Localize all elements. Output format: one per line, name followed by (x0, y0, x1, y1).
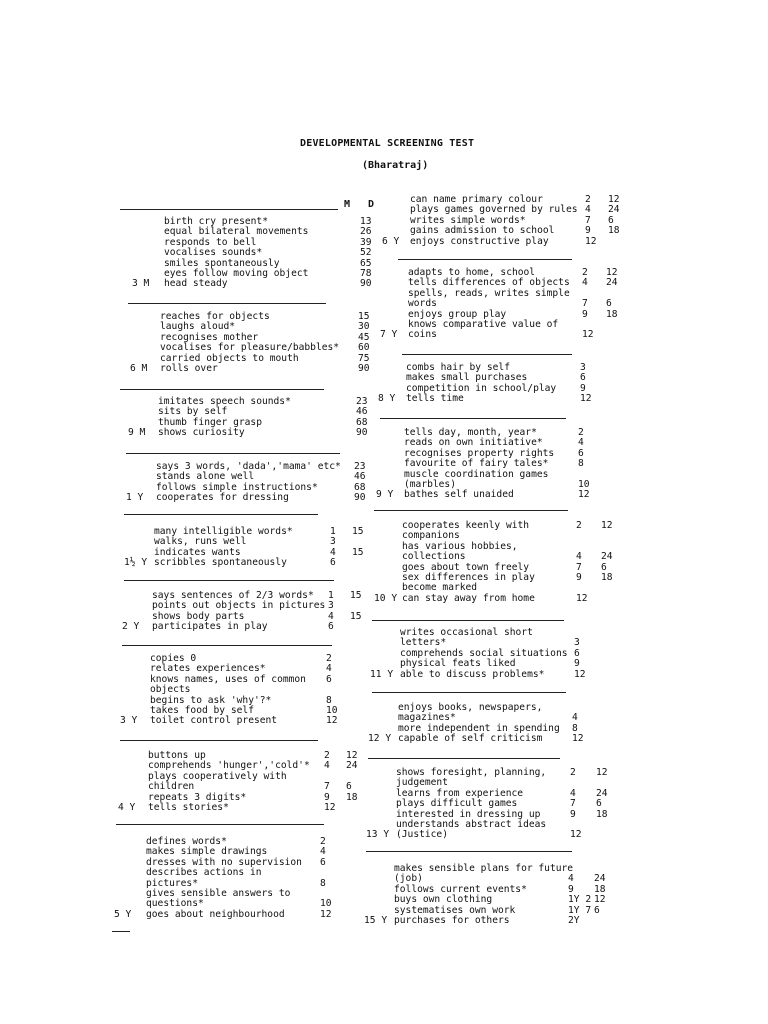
milestone-value-m: 39 (360, 236, 372, 248)
milestone-value-d: 6 (606, 298, 612, 310)
milestone-text: plays games governed by rules (410, 204, 578, 216)
column-header-m: M (344, 199, 351, 210)
milestone-text: takes food by self (150, 705, 254, 716)
milestone-text: walks, runs well (154, 536, 247, 548)
milestone-text: plays cooperatively with (148, 770, 287, 782)
milestone-text: collections (402, 551, 466, 563)
milestone-text: judgement (396, 777, 448, 789)
milestone-text: imitates speech sounds* (158, 396, 291, 407)
milestone-value-m: 12 (570, 829, 582, 841)
milestone-value-d: 6 (608, 214, 614, 226)
milestone-value-m: 9 (580, 382, 586, 394)
milestone-value-m: 23 (354, 461, 366, 472)
milestone-text: reads on own initiative* (404, 437, 543, 449)
age-label: 3 Y (120, 715, 138, 727)
milestone-value-m: 4 (585, 204, 591, 216)
milestone-value-d: 18 (594, 883, 606, 895)
age-label: 1½ Y (124, 557, 148, 569)
milestone-text: competition in school/play (406, 382, 557, 394)
milestone-text: objects (150, 684, 191, 696)
milestone-text: letters* (400, 637, 447, 649)
milestone-text: favourite of fairy tales* (404, 458, 549, 470)
milestone-text: words (408, 298, 437, 310)
milestone-text: carried objects to mouth (160, 352, 299, 364)
milestone-value-m: 4 (572, 712, 578, 724)
age-label: 11 Y (370, 668, 394, 680)
milestone-value-d: 15 (350, 610, 362, 622)
milestone-value-m: 6 (580, 372, 586, 384)
milestone-text: spells, reads, writes simple (408, 287, 570, 299)
milestone-text: shows curiosity (158, 427, 245, 439)
age-label: 15 Y (364, 915, 388, 926)
milestone-value-m: 90 (360, 278, 372, 290)
milestone-value-m: 3 (574, 637, 580, 649)
milestone-value-m: 1Y 2 (568, 894, 592, 906)
milestone-text: makes small purchases (406, 372, 528, 384)
age-label: 6 Y (382, 235, 400, 247)
milestone-value-m: 7 (324, 781, 330, 793)
milestone-value-d: 6 (596, 798, 602, 810)
milestone-text: thumb finger grasp (158, 416, 262, 428)
document-title: DEVELOPMENTAL SCREENING TEST (300, 138, 475, 149)
age-label: 1 Y (126, 492, 144, 504)
milestone-text: can stay away from home (402, 592, 535, 604)
milestone-value-d: 12 (346, 750, 358, 761)
milestone-text: goes about town freely (402, 561, 530, 573)
milestone-text: has various hobbies, (402, 540, 518, 552)
milestone-value-m: 46 (354, 471, 366, 483)
age-label: 5 Y (114, 908, 132, 920)
milestone-value-m: 2 (326, 653, 332, 664)
section-divider (398, 259, 572, 260)
milestone-value-m: 6 (578, 447, 584, 459)
milestone-value-m: 9 (574, 658, 580, 670)
milestone-text: dresses with no supervision (146, 856, 302, 868)
milestone-text: writes simple words* (410, 214, 526, 226)
milestone-value-m: 12 (320, 908, 332, 920)
milestone-value-m: 78 (360, 268, 372, 279)
milestone-text: begins to ask 'why'?* (150, 694, 272, 706)
milestone-value-m: 60 (358, 342, 370, 354)
age-label: 8 Y (378, 393, 396, 405)
milestone-text: rolls over (160, 363, 218, 374)
milestone-text: (marbles) (404, 479, 456, 490)
milestone-text: enjoys group play (408, 308, 507, 320)
section-divider (372, 620, 564, 621)
milestone-text: recognises property rights (404, 447, 555, 459)
milestone-text: head steady (164, 278, 228, 290)
milestone-text: understands abstract ideas (396, 819, 547, 830)
milestone-text: plays difficult games (396, 798, 518, 810)
milestone-value-m: 1 (330, 526, 336, 537)
milestone-value-m: 9 (582, 308, 588, 320)
milestone-value-d: 24 (346, 760, 358, 772)
milestone-value-m: 4 (320, 846, 326, 858)
milestone-text: companions (402, 530, 460, 542)
age-label: 9 Y (376, 489, 394, 501)
page-edge-rule (112, 931, 130, 932)
section-divider (126, 453, 340, 454)
milestone-text: laughs aloud* (160, 321, 236, 333)
milestone-value-d: 24 (594, 873, 606, 885)
milestone-value-m: 52 (360, 247, 372, 259)
milestone-text: stands alone well (156, 471, 255, 483)
milestone-value-m: 6 (328, 621, 334, 633)
milestone-value-m: 3 (580, 362, 586, 373)
milestone-value-m: 2 (578, 427, 584, 438)
milestone-text: questions* (146, 898, 204, 910)
milestone-text: physical feats liked (400, 658, 516, 670)
section-divider (372, 692, 566, 693)
milestone-value-m: 6 (320, 856, 326, 868)
milestone-value-m: 7 (585, 214, 591, 226)
milestone-value-m: 7 (582, 298, 588, 310)
milestone-text: tells day, month, year* (404, 427, 537, 438)
milestone-value-m: 13 (360, 216, 372, 227)
milestone-value-m: 4 (578, 437, 584, 449)
age-label: 7 Y (380, 329, 398, 341)
milestone-value-m: 3 (330, 536, 336, 548)
milestone-value-d: 24 (601, 551, 613, 563)
age-label: 4 Y (118, 802, 136, 813)
milestone-text: birth cry present* (164, 216, 268, 227)
age-label: 2 Y (122, 621, 140, 633)
milestone-value-d: 18 (601, 572, 613, 583)
milestone-text: vocalises for pleasure/babbles* (160, 342, 340, 354)
milestone-value-m: 75 (358, 352, 370, 364)
milestone-value-m: 68 (356, 416, 368, 428)
milestone-value-d: 18 (606, 308, 618, 320)
section-divider (380, 418, 566, 419)
milestone-value-m: 9 (570, 808, 576, 820)
milestone-value-m: 12 (572, 733, 584, 745)
milestone-value-m: 26 (360, 226, 372, 238)
milestone-text: tells differences of objects (408, 277, 570, 289)
milestone-value-d: 24 (608, 204, 620, 216)
milestone-text: shows foresight, planning, (396, 767, 547, 778)
milestone-value-m: 12 (585, 235, 597, 247)
milestone-value-m: 8 (320, 877, 326, 889)
milestone-text: writes occasional short (400, 627, 533, 638)
milestone-value-d: 12 (594, 894, 606, 906)
milestone-value-m: 6 (330, 557, 336, 569)
milestone-text: magazines* (398, 712, 456, 724)
milestone-value-d: 15 (352, 546, 364, 558)
milestone-value-m: 6 (326, 673, 332, 685)
milestone-value-m: 12 (580, 393, 592, 405)
milestone-text: follows simple instructions* (156, 481, 318, 493)
milestone-value-m: 8 (326, 694, 332, 706)
milestone-value-m: 1Y 7 (568, 904, 592, 916)
age-label: 12 Y (368, 733, 392, 745)
milestone-value-m: 4 (576, 551, 582, 563)
milestone-text: enjoys constructive play (410, 235, 549, 247)
milestone-value-d: 15 (352, 526, 364, 537)
milestone-value-m: 10 (578, 479, 590, 490)
milestone-text: comprehends social situations (400, 647, 568, 659)
milestone-value-m: 9 (324, 791, 330, 803)
milestone-text: (job) (394, 873, 423, 885)
milestone-value-d: 12 (606, 267, 618, 278)
milestone-value-m: 7 (576, 561, 582, 573)
milestone-value-m: 12 (324, 802, 336, 813)
milestone-value-m: 4 (326, 663, 332, 675)
milestone-value-m: 46 (356, 406, 368, 418)
milestone-text: (Justice) (396, 829, 448, 841)
milestone-text: shows body parts (152, 610, 245, 622)
section-divider (402, 354, 572, 355)
milestone-value-m: 12 (326, 715, 338, 727)
milestone-text: learns from experience (396, 787, 524, 799)
milestone-text: knows comparative value of (408, 319, 559, 330)
milestone-text: systematises own work (394, 904, 516, 916)
milestone-value-m: 2 (570, 767, 576, 778)
milestone-value-m: 4 (328, 610, 334, 622)
milestone-value-d: 12 (601, 520, 613, 531)
milestone-text: interested in dressing up (396, 808, 541, 820)
milestone-value-m: 3 (328, 600, 334, 612)
milestone-value-m: 8 (572, 722, 578, 734)
milestone-text: repeats 3 digits* (148, 791, 247, 803)
milestone-text: bathes self unaided (404, 489, 514, 501)
milestone-value-m: 12 (578, 489, 590, 501)
milestone-text: gains admission to school (410, 225, 555, 237)
milestone-value-m: 7 (570, 798, 576, 810)
milestone-value-m: 12 (576, 592, 588, 604)
age-label: 13 Y (366, 829, 390, 841)
milestone-text: eyes follow moving object (164, 268, 309, 279)
milestone-value-d: 12 (608, 194, 620, 205)
milestone-value-d: 18 (596, 808, 608, 820)
milestone-text: knows names, uses of common (150, 673, 306, 685)
milestone-value-m: 4 (330, 546, 336, 558)
section-divider (116, 824, 324, 825)
milestone-text: capable of self criticism (398, 733, 543, 745)
milestone-text: indicates wants (154, 546, 241, 558)
milestone-text: buttons up (148, 750, 206, 761)
milestone-text: copies 0 (150, 653, 197, 664)
milestone-value-m: 4 (570, 787, 576, 799)
milestone-text: adapts to home, school (408, 267, 536, 278)
milestone-text: vocalises sounds* (164, 247, 263, 259)
milestone-value-m: 90 (354, 492, 366, 504)
milestone-text: pictures* (146, 877, 198, 889)
milestone-value-m: 10 (326, 705, 338, 716)
milestone-value-d: 12 (596, 767, 608, 778)
milestone-value-m: 4 (324, 760, 330, 772)
milestone-text: equal bilateral movements (164, 226, 309, 238)
milestone-value-m: 8 (578, 458, 584, 470)
milestone-value-d: 6 (594, 904, 600, 916)
milestone-value-m: 45 (358, 331, 370, 343)
milestone-text: relates experiences* (150, 663, 266, 675)
milestone-text: describes actions in (146, 867, 262, 879)
milestone-text: tells time (406, 393, 464, 405)
milestone-value-d: 18 (608, 225, 620, 237)
milestone-text: cooperates for dressing (156, 492, 289, 504)
milestone-text: buys own clothing (394, 894, 493, 906)
milestone-text: reaches for objects (160, 311, 270, 322)
milestone-value-m: 4 (568, 873, 574, 885)
milestone-value-m: 6 (574, 647, 580, 659)
milestone-text: sex differences in play (402, 572, 535, 583)
milestone-value-d: 24 (606, 277, 618, 289)
milestone-text: many intelligible words* (154, 526, 293, 537)
section-divider (128, 303, 326, 304)
milestone-text: combs hair by self (406, 362, 510, 373)
milestone-value-m: 9 (585, 225, 591, 237)
age-label: 3 M (132, 278, 150, 290)
section-divider (120, 740, 318, 741)
milestone-value-d: 15 (350, 590, 362, 601)
milestone-value-m: 4 (582, 277, 588, 289)
milestone-text: comprehends 'hunger','cold'* (148, 760, 310, 772)
section-divider (124, 580, 334, 581)
section-divider (366, 851, 572, 852)
column-header-d: D (368, 199, 375, 210)
milestone-value-d: 18 (346, 791, 358, 803)
milestone-text: coins (408, 329, 437, 341)
milestone-value-m: 2Y (568, 915, 580, 926)
age-label: 10 Y (374, 592, 398, 604)
milestone-value-m: 1 (328, 590, 334, 601)
milestone-value-d: 24 (596, 787, 608, 799)
milestone-text: defines words* (146, 836, 227, 847)
milestone-value-m: 2 (320, 836, 326, 847)
milestone-value-m: 2 (585, 194, 591, 205)
milestone-text: can name primary colour (410, 194, 543, 205)
age-label: 6 M (130, 363, 148, 374)
milestone-text: points out objects in pictures (152, 600, 326, 612)
section-divider (120, 389, 324, 390)
milestone-text: follows current events* (394, 883, 527, 895)
milestone-text: sits by self (158, 406, 228, 418)
section-divider (368, 758, 560, 759)
milestone-text: toilet control present (150, 715, 278, 727)
milestone-text: scribbles spontaneously (154, 557, 287, 569)
milestone-text: purchases for others (394, 915, 510, 926)
milestone-text: makes simple drawings (146, 846, 268, 858)
milestone-text: cooperates keenly with (402, 520, 530, 531)
section-divider (374, 510, 568, 511)
section-divider (120, 209, 338, 210)
milestone-value-m: 65 (360, 257, 372, 269)
milestone-value-m: 2 (582, 267, 588, 278)
milestone-value-m: 68 (354, 481, 366, 493)
section-divider (124, 514, 318, 515)
milestone-value-m: 23 (356, 396, 368, 407)
milestone-text: become marked (402, 582, 478, 594)
milestone-value-m: 9 (576, 572, 582, 583)
section-divider (122, 645, 332, 646)
milestone-text: makes sensible plans for future (394, 863, 574, 874)
milestone-value-m: 9 (568, 883, 574, 895)
milestone-text: muscle coordination games (404, 468, 549, 480)
milestone-value-d: 6 (601, 561, 607, 573)
milestone-text: gives sensible answers to (146, 888, 291, 899)
milestone-value-m: 15 (358, 311, 370, 322)
milestone-value-d: 6 (346, 781, 352, 793)
milestone-text: smiles spontaneously (164, 257, 280, 269)
milestone-value-m: 30 (358, 321, 370, 333)
milestone-text: enjoys books, newspapers, (398, 702, 543, 713)
milestone-text: recognises mother (160, 331, 259, 343)
milestone-text: says sentences of 2/3 words* (152, 590, 314, 601)
milestone-value-m: 2 (324, 750, 330, 761)
milestone-value-m: 90 (356, 427, 368, 439)
milestone-text: more independent in spending (398, 722, 560, 734)
milestone-text: goes about neighbourhood (146, 908, 285, 920)
milestone-value-m: 10 (320, 898, 332, 910)
milestone-text: able to discuss problems* (400, 668, 545, 680)
milestone-text: says 3 words, 'dada','mama' etc* (156, 461, 341, 472)
milestone-text: responds to bell (164, 236, 257, 248)
milestone-value-m: 12 (582, 329, 594, 341)
milestone-value-m: 2 (576, 520, 582, 531)
milestone-text: tells stories* (148, 802, 229, 813)
milestone-value-m: 90 (358, 363, 370, 374)
document-subtitle: (Bharatraj) (362, 160, 429, 171)
milestone-text: participates in play (152, 621, 268, 633)
milestone-text: children (148, 781, 195, 793)
milestone-value-m: 12 (574, 668, 586, 680)
age-label: 9 M (128, 427, 146, 439)
